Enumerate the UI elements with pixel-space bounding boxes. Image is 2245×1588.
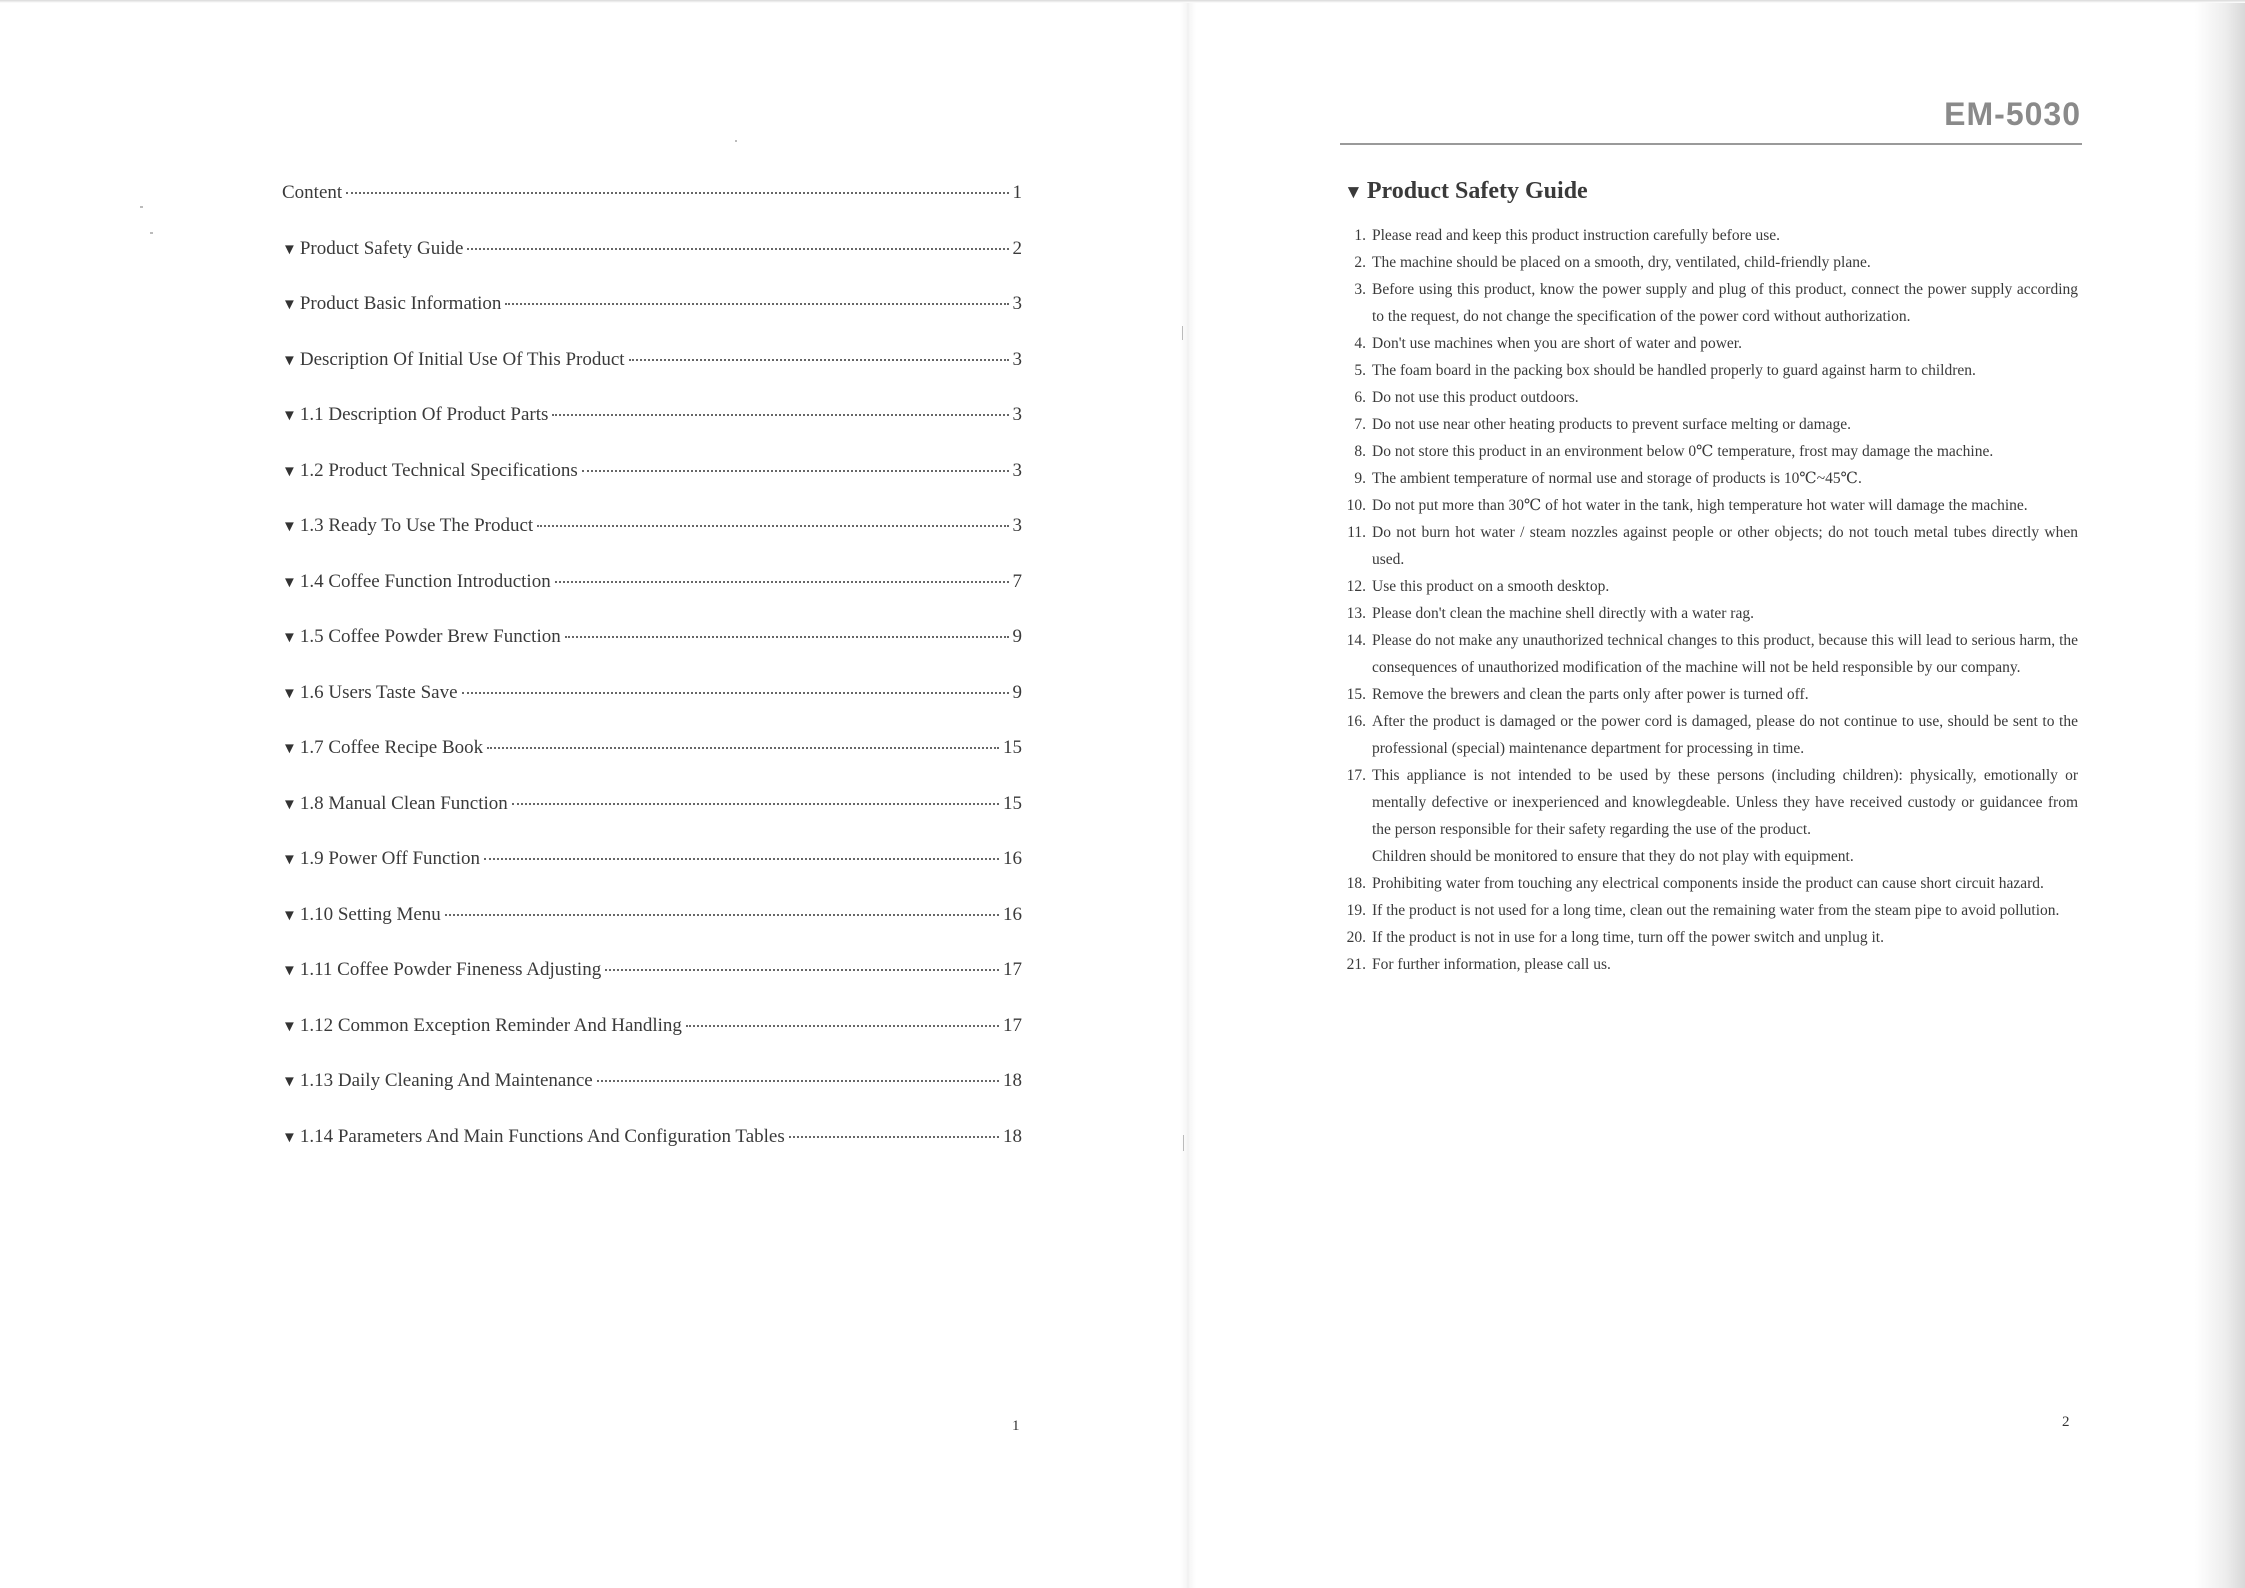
safety-rule-item xyxy=(1330,897,2078,924)
safety-rule-text: Please do not make any unauthorized technical changes to this product, because this will lead to serious harm, the consequences of unauthorized modification of the machine will not be held responsible by our company. xyxy=(1372,632,2078,676)
safety-rule-text: If the product is not in use for a long time, turn off the power switch and unplug it. xyxy=(1372,929,1884,946)
safety-rule-number: 17. xyxy=(1346,767,1366,784)
safety-rule-item xyxy=(1330,411,2078,438)
toc-dot-leader xyxy=(565,636,1009,638)
right-page-number: 2 xyxy=(2062,1414,2070,1430)
safety-rule-number: 12. xyxy=(1346,578,1366,595)
triangle-marker-icon: ▼ xyxy=(282,907,297,924)
toc-dot-leader xyxy=(582,470,1009,472)
triangle-marker-icon: ▼ xyxy=(282,1018,297,1035)
safety-rule-item xyxy=(1330,519,2078,573)
safety-rule-number: 7. xyxy=(1354,416,1366,433)
model-number: EM-5030 xyxy=(1944,96,2081,132)
toc-entry-label: 1.7 Coffee Recipe Book xyxy=(299,737,484,758)
toc-entry-page: 3 xyxy=(1012,293,1022,314)
safety-rule-number: 14. xyxy=(1346,632,1366,649)
safety-rule-number: 18. xyxy=(1346,875,1366,892)
toc-entry-page: 15 xyxy=(1003,792,1022,814)
safety-rule-item xyxy=(1330,330,2078,357)
safety-rule-number: 8. xyxy=(1354,443,1366,460)
toc-entry-page: 18 xyxy=(1003,1125,1022,1147)
safety-rule-text: Prohibiting water from touching any electrical components inside the product can cause short circuit hazard. xyxy=(1372,875,2044,892)
toc-dot-leader xyxy=(686,1025,999,1027)
toc-entry xyxy=(282,404,1022,460)
toc-dot-leader xyxy=(597,1080,999,1082)
safety-rule-text: Use this product on a smooth desktop. xyxy=(1372,578,1610,595)
scan-speck xyxy=(735,140,737,142)
toc-entry xyxy=(282,293,1022,349)
toc-entry-label: 1.10 Setting Menu xyxy=(299,903,441,925)
toc-entry-label: 1.12 Common Exception Reminder And Handling xyxy=(299,1014,682,1036)
scan-speck xyxy=(1182,326,1183,340)
toc-dot-leader xyxy=(487,747,999,749)
toc-entry-label: 1.5 Coffee Powder Brew Function xyxy=(299,626,561,647)
safety-rule-number: 11. xyxy=(1347,524,1366,541)
toc-entry-label: 1.4 Coffee Function Introduction xyxy=(299,570,551,592)
safety-rule-number: 4. xyxy=(1354,335,1366,352)
safety-rule-item xyxy=(1330,276,2078,330)
safety-rule-text: After the product is damaged or the power cord is damaged, please do not continue to use, should be sent to the professional (special) maintenance department for processing in time. xyxy=(1372,713,2078,757)
scan-speck xyxy=(1183,1135,1184,1151)
scan-speck xyxy=(140,206,143,208)
safety-rule-text: The ambient temperature of normal use and storage of products is 10℃~45℃. xyxy=(1372,470,1862,487)
safety-rule-text: Before using this product, know the power supply and plug of this product, connect the power supply according to the request, do not change the specification of the power cord without authorization. xyxy=(1372,281,2078,325)
top-edge-shadow xyxy=(0,0,2245,3)
safety-rule-number: 2. xyxy=(1354,254,1366,271)
safety-rule-number: 13. xyxy=(1346,605,1366,622)
triangle-marker-icon: ▼ xyxy=(282,852,297,868)
toc-entry-label: 1.8 Manual Clean Function xyxy=(299,792,508,814)
safety-rule-item xyxy=(1330,492,2078,519)
toc-entry-page: 18 xyxy=(1003,1070,1022,1091)
safety-rule-text: Do not burn hot water / steam nozzles against people or other objects; do not touch metal tubes directly when used. xyxy=(1372,524,2078,568)
toc-entry xyxy=(282,238,1022,294)
toc-entry-label: 1.6 Users Taste Save xyxy=(299,681,458,703)
triangle-marker-icon: ▼ xyxy=(282,408,297,424)
triangle-marker-icon: ▼ xyxy=(282,519,297,535)
toc-entry xyxy=(282,460,1022,516)
toc-entry xyxy=(282,515,1022,571)
toc-entry xyxy=(282,959,1022,1015)
toc-entry xyxy=(282,571,1022,627)
triangle-marker-icon: ▼ xyxy=(282,241,297,258)
safety-rule-number: 3. xyxy=(1354,281,1366,298)
toc-entry-label: Content xyxy=(282,182,343,203)
toc-entry-page: 3 xyxy=(1012,348,1022,370)
safety-rule-item xyxy=(1330,357,2078,384)
left-page-number: 1 xyxy=(1012,1418,1020,1434)
safety-rule-number: 5. xyxy=(1354,362,1366,379)
safety-rule-item xyxy=(1330,438,2078,465)
toc-entry-page: 1 xyxy=(1012,182,1022,203)
safety-rule-number: 21. xyxy=(1346,956,1366,973)
toc-entry-page: 16 xyxy=(1003,848,1022,869)
safety-rule-note: Children should be monitored to ensure that they do not play with equipment. xyxy=(1372,848,1854,865)
safety-rule-text: Do not put more than 30℃ of hot water in the tank, high temperature hot water will damage the machine. xyxy=(1372,497,2028,514)
toc-dot-leader xyxy=(552,414,1008,416)
safety-rule-text: Please don't clean the machine shell directly with a water rag. xyxy=(1372,605,1754,622)
safety-rule-number: 10. xyxy=(1346,497,1366,514)
toc-entry xyxy=(282,682,1022,738)
triangle-marker-icon: ▼ xyxy=(282,796,297,813)
safety-rule-number: 9. xyxy=(1354,470,1366,487)
toc-entry xyxy=(282,1070,1022,1126)
safety-rule-item xyxy=(1330,681,2078,708)
toc-entry xyxy=(282,737,1022,793)
toc-entry-label: Description Of Initial Use Of This Product xyxy=(299,348,625,370)
safety-rule-item xyxy=(1330,573,2078,600)
triangle-marker-icon: ▼ xyxy=(282,685,297,702)
safety-rules-list xyxy=(1330,222,2078,978)
safety-rule-item xyxy=(1330,924,2078,951)
safety-rule-text: The machine should be placed on a smooth, dry, ventilated, child-friendly plane. xyxy=(1372,254,1871,271)
triangle-marker-icon: ▼ xyxy=(282,574,297,591)
toc-entry-page: 2 xyxy=(1012,237,1022,259)
toc-entry-label: 1.9 Power Off Function xyxy=(299,848,480,869)
triangle-marker-icon: ▼ xyxy=(282,1129,297,1146)
safety-rule-item xyxy=(1330,708,2078,762)
safety-rule-item xyxy=(1330,951,2078,978)
toc-entry-page: 3 xyxy=(1012,459,1022,481)
scan-speck xyxy=(150,232,153,234)
safety-rule-text: For further information, please call us. xyxy=(1372,956,1611,973)
safety-rule-number: 1. xyxy=(1354,227,1366,244)
safety-rule-item xyxy=(1330,222,2078,249)
toc-dot-leader xyxy=(462,692,1009,694)
header-rule xyxy=(1340,143,2082,145)
safety-rule-number: 19. xyxy=(1346,902,1366,919)
safety-rule-text: Remove the brewers and clean the parts only after power is turned off. xyxy=(1372,686,1809,703)
toc-entry-label: 1.11 Coffee Powder Fineness Adjusting xyxy=(299,959,602,980)
safety-rule-text: Do not store this product in an environment below 0℃ temperature, frost may damage the machine. xyxy=(1372,443,1994,460)
toc-dot-leader xyxy=(789,1136,999,1138)
toc-dot-leader xyxy=(629,359,1009,361)
section-title xyxy=(1344,178,1588,205)
toc-entry-page: 7 xyxy=(1012,570,1022,592)
toc-entry-page: 3 xyxy=(1012,404,1022,425)
safety-rule-item xyxy=(1330,600,2078,627)
toc-entry-label: 1.14 Parameters And Main Functions And Configuration Tables xyxy=(299,1125,785,1147)
triangle-marker-icon: ▼ xyxy=(1344,182,1363,203)
toc-entry xyxy=(282,1126,1022,1182)
safety-rule-item xyxy=(1330,384,2078,411)
safety-rule-item xyxy=(1330,870,2078,897)
toc-entry xyxy=(282,182,1022,238)
toc-entry xyxy=(282,626,1022,682)
page-gutter xyxy=(1180,0,1196,1588)
toc-entry xyxy=(282,904,1022,960)
toc-entry xyxy=(282,349,1022,405)
safety-rule-text: If the product is not used for a long time, clean out the remaining water from the steam pipe to avoid pollution. xyxy=(1372,902,2060,919)
triangle-marker-icon: ▼ xyxy=(282,463,297,480)
triangle-marker-icon: ▼ xyxy=(282,352,297,369)
safety-rule-item xyxy=(1330,762,2078,870)
safety-rule-number: 20. xyxy=(1346,929,1366,946)
safety-rule-text: Do not use near other heating products to prevent surface melting or damage. xyxy=(1372,416,1852,433)
toc-dot-leader xyxy=(346,192,1008,194)
toc-dot-leader xyxy=(467,248,1008,250)
toc-dot-leader xyxy=(505,303,1008,305)
toc-entry-page: 3 xyxy=(1012,515,1022,536)
toc-entry-page: 15 xyxy=(1003,737,1022,758)
toc-dot-leader xyxy=(484,858,999,860)
toc-dot-leader xyxy=(605,969,999,971)
safety-rule-item xyxy=(1330,627,2078,681)
safety-rule-text: Do not use this product outdoors. xyxy=(1372,389,1579,406)
page-edge-shadow xyxy=(2195,0,2245,1588)
safety-rule-text: Don't use machines when you are short of water and power. xyxy=(1372,335,1742,352)
safety-rule-number: 15. xyxy=(1346,686,1366,703)
triangle-marker-icon: ▼ xyxy=(282,741,297,757)
section-title-text: Product Safety Guide xyxy=(1366,178,1588,204)
toc-entry-label: Product Safety Guide xyxy=(299,237,464,259)
toc-entry-label: Product Basic Information xyxy=(299,293,502,314)
safety-rule-item xyxy=(1330,465,2078,492)
toc-entry-page: 9 xyxy=(1012,626,1022,647)
toc-entry xyxy=(282,1015,1022,1071)
safety-rule-item xyxy=(1330,249,2078,276)
triangle-marker-icon: ▼ xyxy=(282,630,297,646)
toc-entry xyxy=(282,793,1022,849)
triangle-marker-icon: ▼ xyxy=(282,297,297,313)
toc-entry-label: 1.3 Ready To Use The Product xyxy=(299,515,534,536)
toc-entry-page: 9 xyxy=(1012,681,1022,703)
toc-entry-label: 1.13 Daily Cleaning And Maintenance xyxy=(299,1070,593,1091)
toc-entry-page: 17 xyxy=(1003,1014,1022,1036)
toc-entry-label: 1.1 Description Of Product Parts xyxy=(299,404,549,425)
safety-rule-number: 16. xyxy=(1346,713,1366,730)
safety-rule-text: Please read and keep this product instruction carefully before use. xyxy=(1372,227,1781,244)
toc-entry-page: 16 xyxy=(1003,903,1022,925)
safety-rule-text: This appliance is not intended to be used by these persons (including children): physically, emotionally or mentally defective or inexperienced and knowlegdeable. Unless they have received custody or guidancee from the person responsible for their safety regarding the use of the product. xyxy=(1372,767,2078,838)
triangle-marker-icon: ▼ xyxy=(282,963,297,979)
table-of-contents xyxy=(282,182,1022,1181)
toc-dot-leader xyxy=(512,803,999,805)
toc-dot-leader xyxy=(537,525,1008,527)
toc-dot-leader xyxy=(445,914,999,916)
toc-entry-page: 17 xyxy=(1003,959,1022,980)
toc-dot-leader xyxy=(555,581,1009,583)
toc-entry xyxy=(282,848,1022,904)
triangle-marker-icon: ▼ xyxy=(282,1074,297,1090)
safety-rule-number: 6. xyxy=(1354,389,1366,406)
toc-entry-label: 1.2 Product Technical Specifications xyxy=(299,459,578,481)
safety-rule-text: The foam board in the packing box should be handled properly to guard against harm to children. xyxy=(1372,362,1976,379)
